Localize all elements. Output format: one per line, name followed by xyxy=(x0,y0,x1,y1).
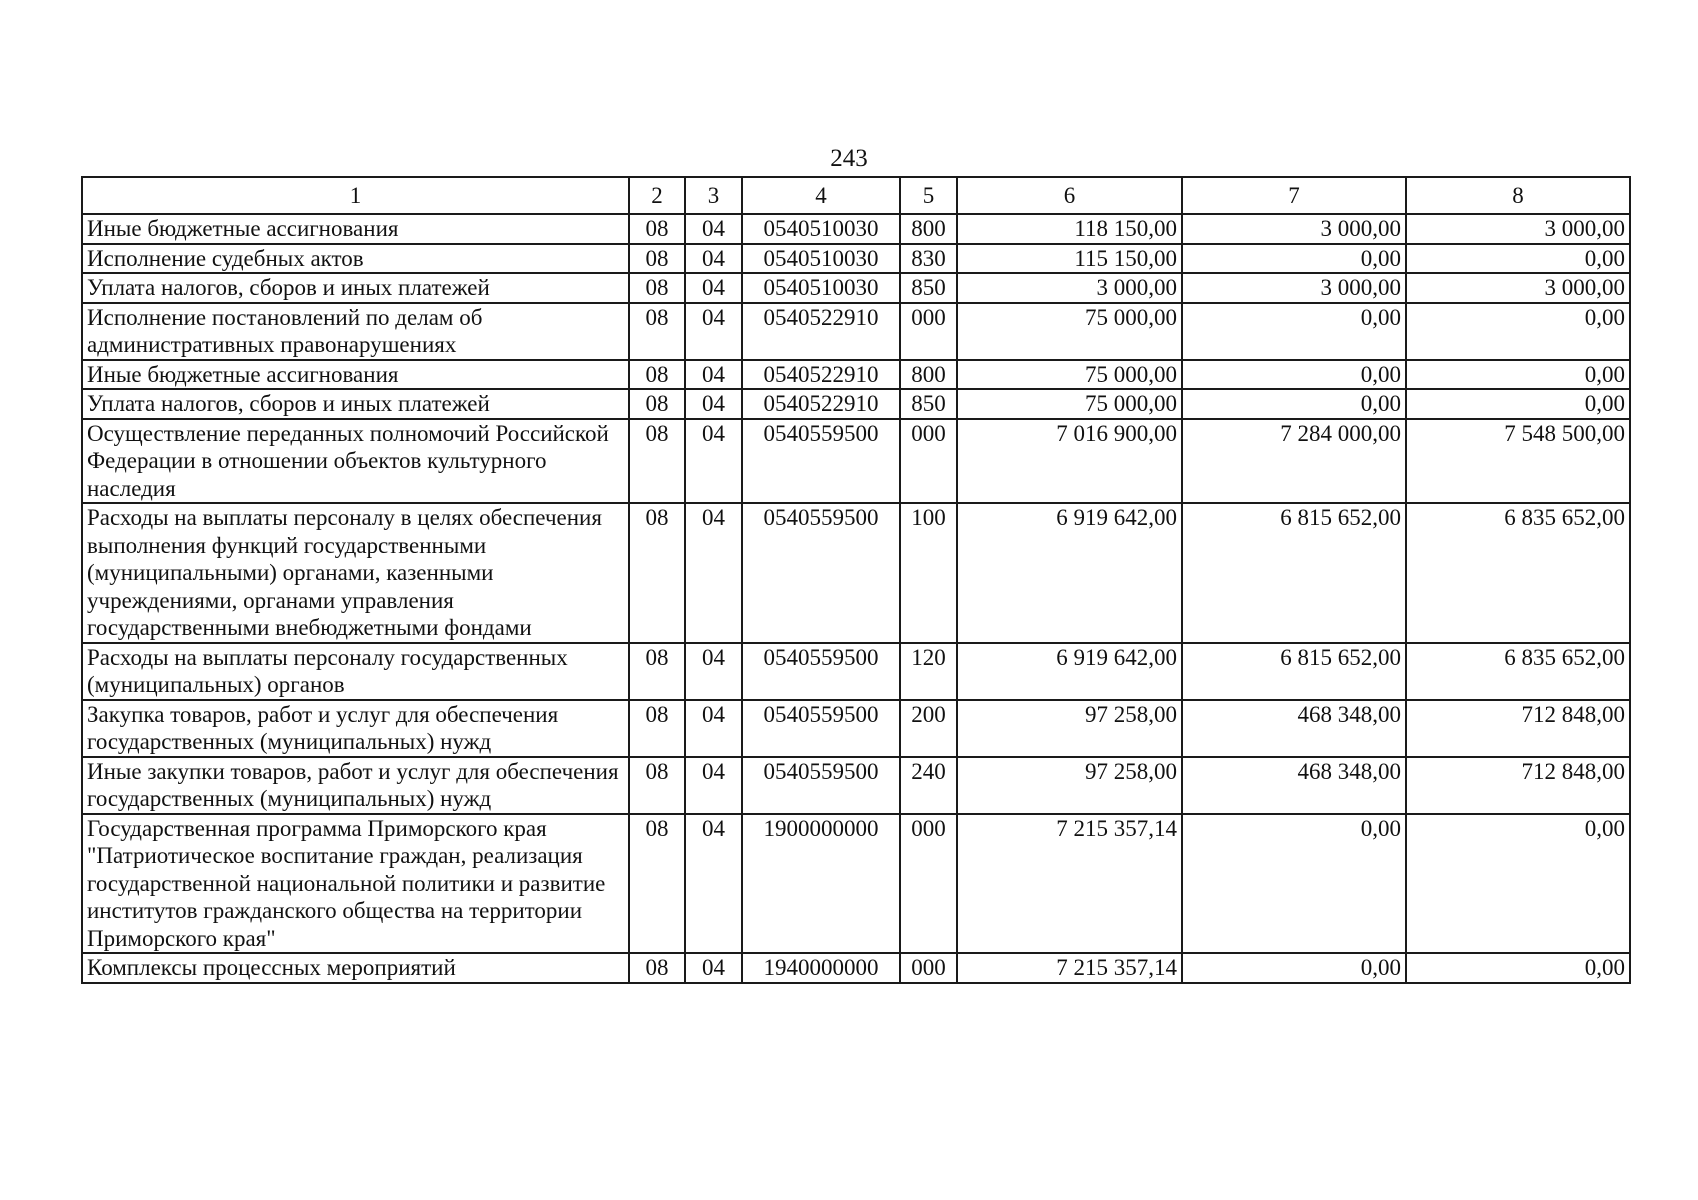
page-number: 243 xyxy=(830,145,868,172)
row-amount-col6: 75 000,00 xyxy=(957,303,1182,360)
row-target-code: 0540559500 xyxy=(742,757,900,814)
header-col-6: 6 xyxy=(957,177,1182,214)
header-col-3: 3 xyxy=(685,177,742,214)
row-name: Государственная программа Приморского края "Патриотическое воспитание граждан, реализация государственной национальной политики и развитие институтов гражданского общества на территории Приморского края" xyxy=(82,814,629,954)
row-section: 08 xyxy=(629,273,685,303)
row-expense-type: 100 xyxy=(900,503,957,643)
row-subsection: 04 xyxy=(685,303,742,360)
table-row xyxy=(82,389,1630,419)
row-amount-col6: 75 000,00 xyxy=(957,360,1182,390)
row-target-code: 0540522910 xyxy=(742,303,900,360)
row-name: Закупка товаров, работ и услуг для обеспечения государственных (муниципальных) нужд xyxy=(82,700,629,757)
row-subsection: 04 xyxy=(685,419,742,504)
row-section: 08 xyxy=(629,419,685,504)
row-expense-type: 800 xyxy=(900,360,957,390)
table-row xyxy=(82,360,1630,390)
row-amount-col6: 118 150,00 xyxy=(957,214,1182,244)
row-section: 08 xyxy=(629,503,685,643)
row-section: 08 xyxy=(629,953,685,983)
row-amount-col6: 97 258,00 xyxy=(957,757,1182,814)
row-amount-col6: 7 016 900,00 xyxy=(957,419,1182,504)
row-section: 08 xyxy=(629,389,685,419)
row-target-code: 0540510030 xyxy=(742,273,900,303)
row-section: 08 xyxy=(629,814,685,954)
row-amount-col8: 0,00 xyxy=(1406,953,1630,983)
row-expense-type: 000 xyxy=(900,814,957,954)
row-amount-col7: 468 348,00 xyxy=(1182,700,1406,757)
row-amount-col8: 712 848,00 xyxy=(1406,757,1630,814)
header-col-2: 2 xyxy=(629,177,685,214)
row-amount-col7: 0,00 xyxy=(1182,360,1406,390)
row-expense-type: 850 xyxy=(900,273,957,303)
row-amount-col6: 6 919 642,00 xyxy=(957,643,1182,700)
row-amount-col8: 7 548 500,00 xyxy=(1406,419,1630,504)
row-amount-col7: 7 284 000,00 xyxy=(1182,419,1406,504)
header-col-1: 1 xyxy=(82,177,629,214)
row-amount-col6: 6 919 642,00 xyxy=(957,503,1182,643)
row-section: 08 xyxy=(629,643,685,700)
row-name: Уплата налогов, сборов и иных платежей xyxy=(82,389,629,419)
row-amount-col7: 0,00 xyxy=(1182,814,1406,954)
table-row xyxy=(82,303,1630,360)
row-amount-col6: 7 215 357,14 xyxy=(957,814,1182,954)
row-amount-col8: 0,00 xyxy=(1406,814,1630,954)
row-amount-col8: 3 000,00 xyxy=(1406,214,1630,244)
row-amount-col8: 0,00 xyxy=(1406,303,1630,360)
row-name: Расходы на выплаты персоналу в целях обеспечения выполнения функций государственными (муниципальными) органами, казенными учреждениями, органами управления государственными внебюджетными фондами xyxy=(82,503,629,643)
row-amount-col7: 0,00 xyxy=(1182,953,1406,983)
table-row xyxy=(82,757,1630,814)
row-amount-col8: 0,00 xyxy=(1406,360,1630,390)
row-target-code: 0540559500 xyxy=(742,503,900,643)
table-row xyxy=(82,244,1630,274)
row-target-code: 0540559500 xyxy=(742,419,900,504)
row-expense-type: 240 xyxy=(900,757,957,814)
row-subsection: 04 xyxy=(685,953,742,983)
table-row xyxy=(82,814,1630,954)
row-subsection: 04 xyxy=(685,643,742,700)
row-target-code: 0540510030 xyxy=(742,244,900,274)
row-subsection: 04 xyxy=(685,757,742,814)
row-subsection: 04 xyxy=(685,244,742,274)
row-subsection: 04 xyxy=(685,503,742,643)
header-col-7: 7 xyxy=(1182,177,1406,214)
row-section: 08 xyxy=(629,700,685,757)
row-amount-col7: 3 000,00 xyxy=(1182,273,1406,303)
row-expense-type: 800 xyxy=(900,214,957,244)
row-amount-col8: 3 000,00 xyxy=(1406,273,1630,303)
header-col-8: 8 xyxy=(1406,177,1630,214)
row-amount-col8: 712 848,00 xyxy=(1406,700,1630,757)
row-expense-type: 200 xyxy=(900,700,957,757)
row-name: Исполнение судебных актов xyxy=(82,244,629,274)
row-expense-type: 830 xyxy=(900,244,957,274)
row-amount-col7: 0,00 xyxy=(1182,303,1406,360)
row-name: Расходы на выплаты персоналу государственных (муниципальных) органов xyxy=(82,643,629,700)
row-name: Исполнение постановлений по делам об административных правонарушениях xyxy=(82,303,629,360)
row-name: Иные бюджетные ассигнования xyxy=(82,360,629,390)
row-amount-col7: 0,00 xyxy=(1182,244,1406,274)
row-subsection: 04 xyxy=(685,700,742,757)
row-subsection: 04 xyxy=(685,273,742,303)
row-subsection: 04 xyxy=(685,389,742,419)
row-amount-col8: 0,00 xyxy=(1406,389,1630,419)
row-amount-col7: 0,00 xyxy=(1182,389,1406,419)
table-row xyxy=(82,273,1630,303)
row-amount-col7: 3 000,00 xyxy=(1182,214,1406,244)
table-row xyxy=(82,214,1630,244)
row-section: 08 xyxy=(629,303,685,360)
row-target-code: 1900000000 xyxy=(742,814,900,954)
row-section: 08 xyxy=(629,214,685,244)
row-name: Уплата налогов, сборов и иных платежей xyxy=(82,273,629,303)
row-amount-col7: 6 815 652,00 xyxy=(1182,643,1406,700)
row-expense-type: 120 xyxy=(900,643,957,700)
row-section: 08 xyxy=(629,757,685,814)
row-target-code: 1940000000 xyxy=(742,953,900,983)
header-row xyxy=(82,177,1630,214)
row-amount-col6: 97 258,00 xyxy=(957,700,1182,757)
row-section: 08 xyxy=(629,244,685,274)
row-amount-col6: 3 000,00 xyxy=(957,273,1182,303)
row-expense-type: 000 xyxy=(900,419,957,504)
header-col-4: 4 xyxy=(742,177,900,214)
row-amount-col6: 75 000,00 xyxy=(957,389,1182,419)
row-name: Осуществление переданных полномочий Российской Федерации в отношении объектов культурного наследия xyxy=(82,419,629,504)
row-amount-col6: 115 150,00 xyxy=(957,244,1182,274)
row-amount-col7: 6 815 652,00 xyxy=(1182,503,1406,643)
row-amount-col7: 468 348,00 xyxy=(1182,757,1406,814)
row-section: 08 xyxy=(629,360,685,390)
row-name: Комплексы процессных мероприятий xyxy=(82,953,629,983)
row-expense-type: 000 xyxy=(900,303,957,360)
row-target-code: 0540522910 xyxy=(742,360,900,390)
table-row xyxy=(82,953,1630,983)
row-subsection: 04 xyxy=(685,814,742,954)
table-row xyxy=(82,700,1630,757)
row-amount-col8: 6 835 652,00 xyxy=(1406,503,1630,643)
row-subsection: 04 xyxy=(685,360,742,390)
table-row xyxy=(82,643,1630,700)
row-target-code: 0540559500 xyxy=(742,643,900,700)
row-amount-col6: 7 215 357,14 xyxy=(957,953,1182,983)
header-col-5: 5 xyxy=(900,177,957,214)
row-target-code: 0540559500 xyxy=(742,700,900,757)
budget-table xyxy=(81,176,1631,984)
row-name: Иные бюджетные ассигнования xyxy=(82,214,629,244)
table-row xyxy=(82,503,1630,643)
row-amount-col8: 6 835 652,00 xyxy=(1406,643,1630,700)
row-target-code: 0540522910 xyxy=(742,389,900,419)
row-expense-type: 000 xyxy=(900,953,957,983)
row-name: Иные закупки товаров, работ и услуг для обеспечения государственных (муниципальных) нужд xyxy=(82,757,629,814)
row-subsection: 04 xyxy=(685,214,742,244)
row-target-code: 0540510030 xyxy=(742,214,900,244)
row-amount-col8: 0,00 xyxy=(1406,244,1630,274)
table-row xyxy=(82,419,1630,504)
row-expense-type: 850 xyxy=(900,389,957,419)
